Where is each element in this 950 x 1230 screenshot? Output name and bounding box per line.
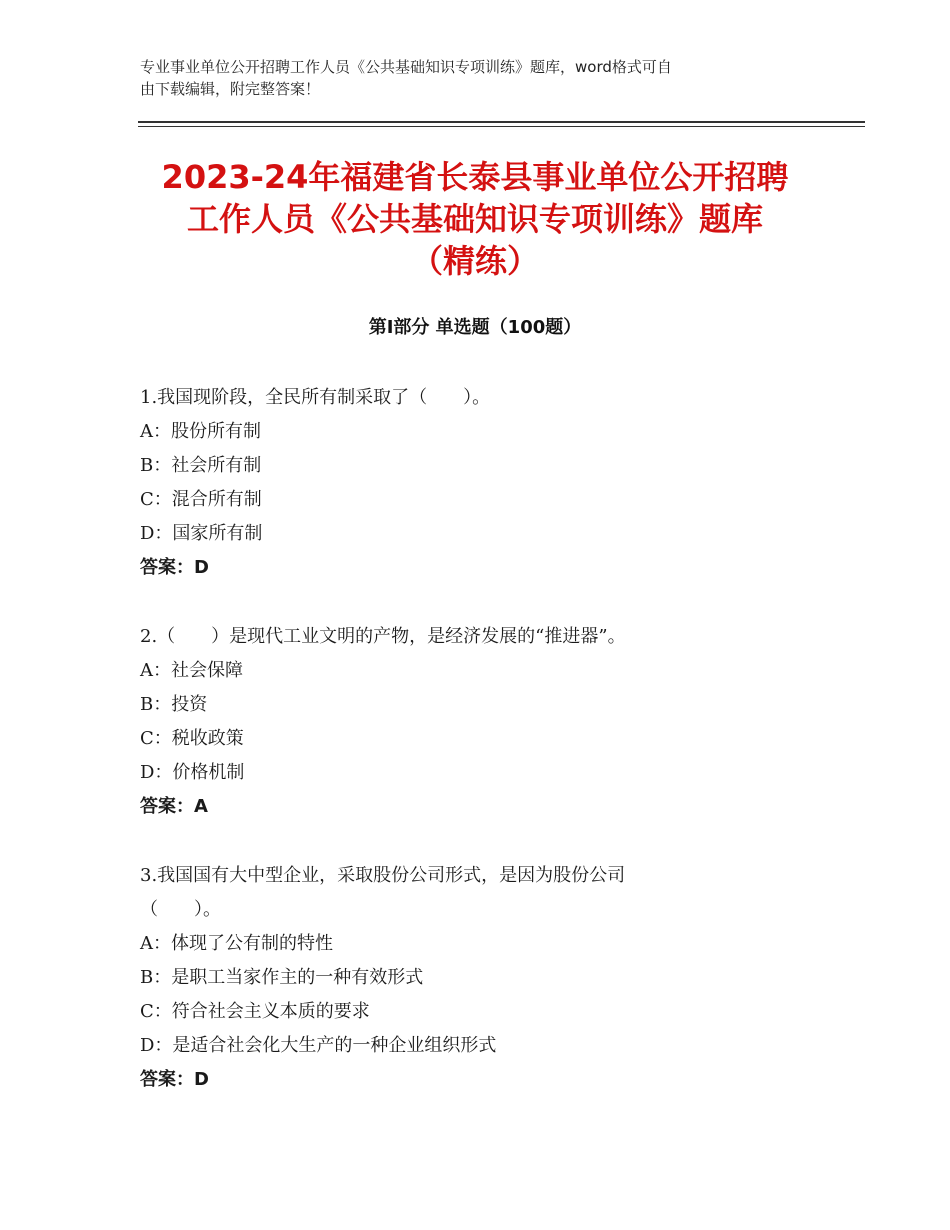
- question-1-option-d: D：国家所有制: [140, 523, 263, 544]
- title-line1: 2023-24年福建省长泰县事业单位公开招聘: [161, 158, 789, 196]
- header-note-line1: 专业事业单位公开招聘工作人员《公共基础知识专项训练》题库，word格式可自: [140, 58, 672, 76]
- question-1-answer: 答案：D: [140, 557, 209, 578]
- question-1-option-a: A：股份所有制: [140, 421, 261, 442]
- question-2-option-c: C：税收政策: [140, 728, 244, 749]
- question-1-option-b: B：社会所有制: [140, 455, 262, 476]
- title-line3: （精练）: [410, 242, 539, 280]
- question-1-option-c: C：混合所有制: [140, 489, 262, 510]
- question-3-option-a: A：体现了公有制的特性: [140, 933, 333, 954]
- question-1-stem: 1.我国现阶段，全民所有制采取了（ ）。: [140, 387, 491, 408]
- header-divider-thin: [138, 126, 865, 127]
- header-note-line2: 由下载编辑，附完整答案！: [140, 80, 321, 98]
- question-3-answer: 答案：D: [140, 1069, 209, 1090]
- question-3-stem: 3.我国国有大中型企业，采取股份公司形式，是因为股份公司: [140, 865, 626, 886]
- header-divider-thick: [138, 121, 865, 123]
- section-heading: 第Ⅰ部分 单选题（100题）: [368, 317, 582, 338]
- document-title: [120, 156, 830, 282]
- question-2-option-d: D：价格机制: [140, 762, 245, 783]
- question-2-stem: 2.（ ）是现代工业文明的产物，是经济发展的“推进器”。: [140, 626, 626, 647]
- question-3-stem-continued: （ ）。: [140, 899, 221, 920]
- title-line2: 工作人员《公共基础知识专项训练》题库: [186, 200, 763, 238]
- question-2-answer: 答案：A: [140, 796, 208, 817]
- question-3-option-b: B：是职工当家作主的一种有效形式: [140, 967, 424, 988]
- question-3-option-c: C：符合社会主义本质的要求: [140, 1001, 370, 1022]
- question-2-option-b: B：投资: [140, 694, 208, 715]
- header-note: [140, 56, 820, 100]
- question-2-option-a: A：社会保障: [140, 660, 243, 681]
- question-3-option-d: D：是适合社会化大生产的一种企业组织形式: [140, 1035, 497, 1056]
